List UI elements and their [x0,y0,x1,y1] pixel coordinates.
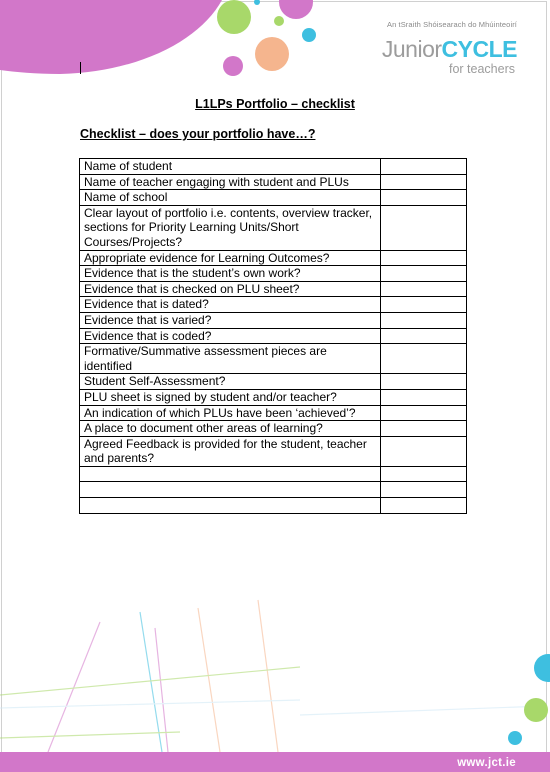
checklist-tick-cell[interactable] [381,405,467,421]
checklist-row [80,344,467,374]
deco-line-pink-2 [155,628,168,752]
deco-line-orange-2 [258,600,278,752]
green-circle-small [274,16,284,26]
pink-circle-small [223,56,243,76]
checklist-row [80,205,467,250]
jct-logo [382,20,517,76]
checklist-tick-cell[interactable] [381,482,467,498]
green-circle-large [217,0,251,34]
checklist-item: Clear layout of portfolio i.e. contents, overview tracker, sections for Priority Learning Units/Short Courses/Projects? [80,205,381,250]
checklist-item [80,498,381,514]
checklist-row [80,312,467,328]
checklist-body [80,159,467,514]
checklist-tick-cell[interactable] [381,498,467,514]
deco-line-green-2 [0,732,180,738]
checklist-row [80,466,467,482]
header-decoration [0,0,340,90]
checklist-item: Evidence that is the student’s own work? [80,266,381,282]
checklist-tick-cell[interactable] [381,190,467,206]
green-circle-right [524,698,548,722]
checklist-item: Appropriate evidence for Learning Outcomes? [80,250,381,266]
checklist-item: Student Self-Assessment? [80,374,381,390]
checklist-tick-cell[interactable] [381,312,467,328]
checklist-row [80,421,467,437]
checklist-tick-cell[interactable] [381,344,467,374]
checklist-tick-cell[interactable] [381,250,467,266]
checklist-row [80,328,467,344]
checklist-item: Name of teacher engaging with student and PLUs [80,174,381,190]
checklist-tick-cell[interactable] [381,328,467,344]
logo-junior: Junior [381,36,442,62]
checklist-tick-cell[interactable] [381,466,467,482]
checklist-tick-cell[interactable] [381,159,467,175]
deco-line-orange [198,608,220,752]
checklist-tick-cell[interactable] [381,266,467,282]
checklist-item: Name of school [80,190,381,206]
checklist-row [80,266,467,282]
checklist-item [80,466,381,482]
checklist-tick-cell[interactable] [381,205,467,250]
pink-circle-top [279,0,313,19]
checklist-item: Evidence that is varied? [80,312,381,328]
checklist-item: Name of student [80,159,381,175]
document-title: L1LPs Portfolio – checklist [195,97,355,111]
logo-wordmark [382,36,517,62]
deco-line-blue-3 [300,706,545,715]
deco-line-green [0,667,300,695]
checklist-row [80,389,467,405]
checklist-tick-cell[interactable] [381,421,467,437]
checklist-tick-cell[interactable] [381,174,467,190]
logo-irish-text: An tSraith Shóisearach do Mhúinteoirí [386,20,517,29]
checklist-item: Evidence that is checked on PLU sheet? [80,281,381,297]
checklist-item: Formative/Summative assessment pieces are identified [80,344,381,374]
checklist-row [80,281,467,297]
document-subtitle: Checklist – does your portfolio have…? [80,127,316,141]
checklist-row [80,482,467,498]
deco-line-blue [140,612,162,752]
blue-circle-right [534,654,550,682]
checklist-row [80,190,467,206]
checklist-row [80,436,467,466]
blue-circle-right-small [508,731,522,745]
checklist-row [80,159,467,175]
deco-line-pink [48,622,100,752]
checklist-tick-cell[interactable] [381,389,467,405]
deco-line-blue-2 [0,700,300,708]
checklist-item: Evidence that is dated? [80,297,381,313]
orange-circle [255,37,289,71]
checklist-row [80,297,467,313]
checklist-row [80,405,467,421]
checklist-tick-cell[interactable] [381,297,467,313]
checklist-item: Agreed Feedback is provided for the student, teacher and parents? [80,436,381,466]
logo-subtitle: for teachers [448,62,515,76]
checklist-tick-cell[interactable] [381,281,467,297]
checklist-tick-cell[interactable] [381,436,467,466]
checklist-row [80,498,467,514]
blue-circle [302,28,316,42]
checklist-row [80,250,467,266]
checklist-table [79,158,467,514]
checklist-item: PLU sheet is signed by student and/or teacher? [80,389,381,405]
pink-arc-shape [0,0,222,74]
blue-circle-small [254,0,260,5]
checklist-item: An indication of which PLUs have been ‘achieved’? [80,405,381,421]
checklist-item: Evidence that is coded? [80,328,381,344]
checklist-row [80,174,467,190]
text-cursor [80,62,81,74]
checklist-item [80,482,381,498]
checklist-row [80,374,467,390]
checklist-item: A place to document other areas of learning? [80,421,381,437]
logo-cycle: CYCLE [441,36,517,62]
checklist-tick-cell[interactable] [381,374,467,390]
footer-url: www.jct.ie [457,757,516,769]
